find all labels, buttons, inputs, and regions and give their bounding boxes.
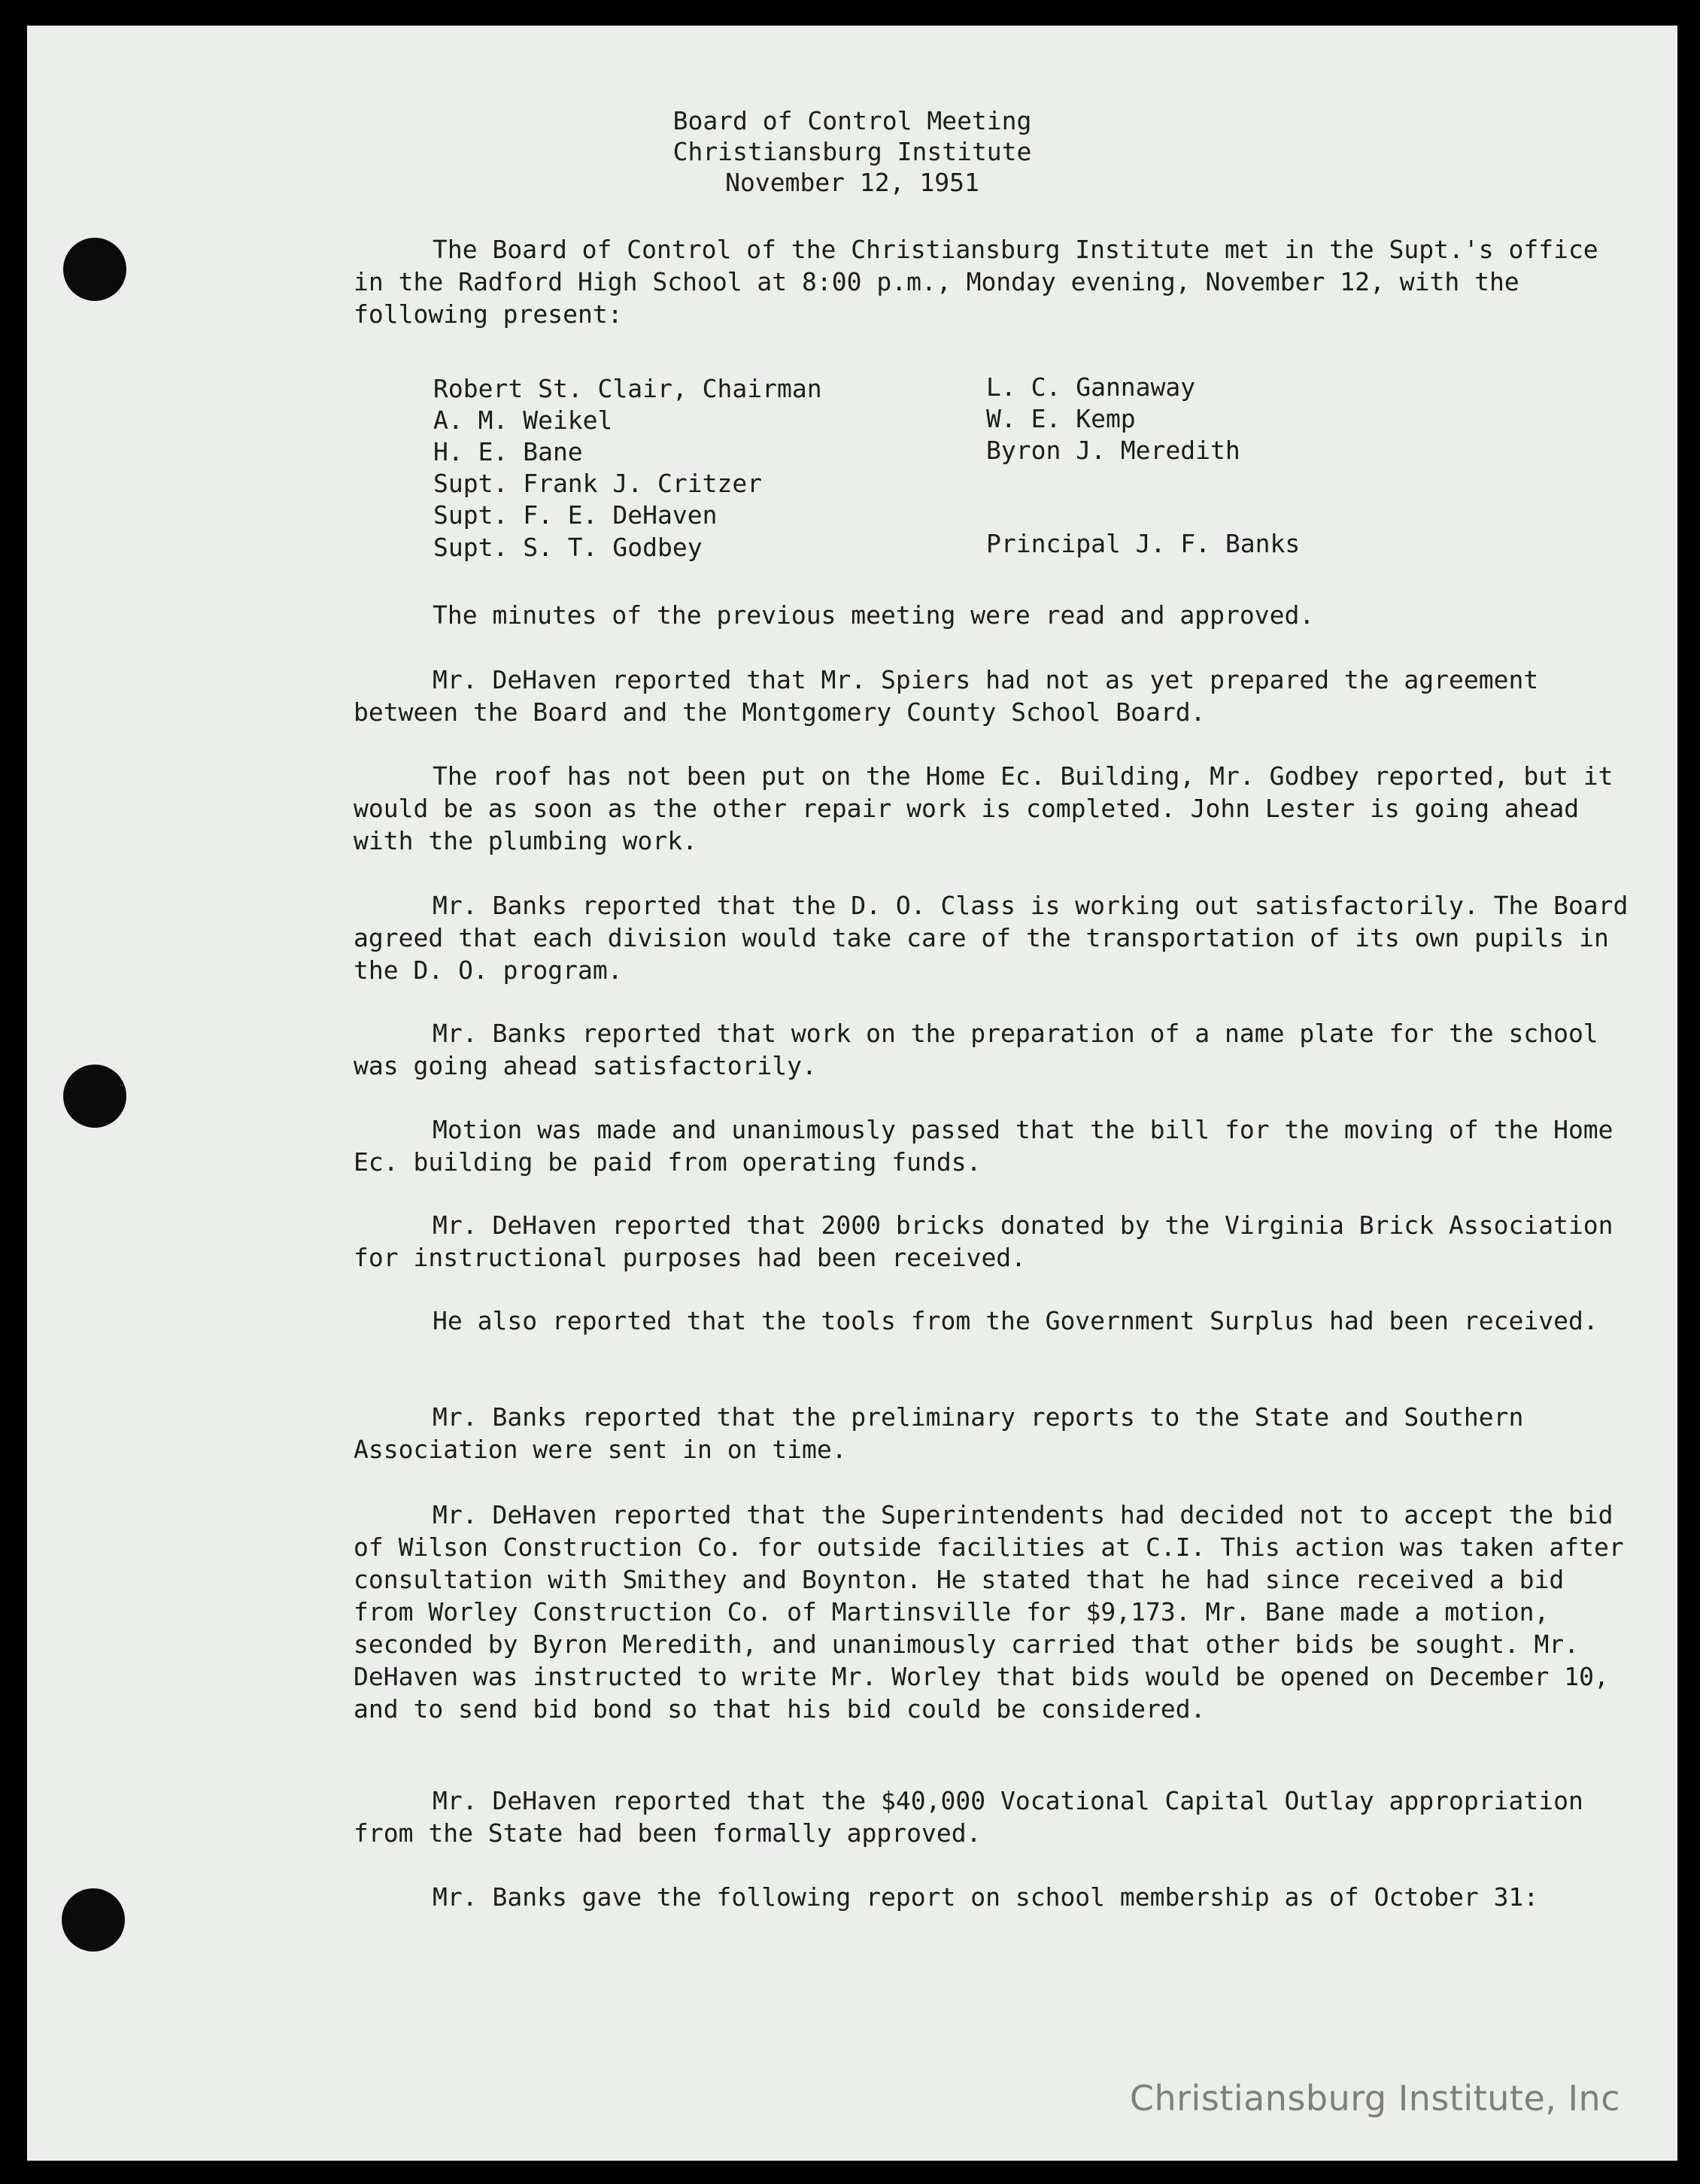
minutes-paragraph: Motion was made and unanimously passed that the bill for the moving of the Home Ec. building be paid from operating funds. [354, 1115, 1613, 1177]
attendee-left: Supt. F. E. DeHaven [433, 500, 718, 530]
minutes-paragraph: Mr. DeHaven reported that 2000 bricks donated by the Virginia Brick Association for instructional purposes had been received. [354, 1210, 1613, 1272]
meeting-title: Board of Control Meeting [672, 106, 1032, 135]
document-page [27, 26, 1677, 2161]
attendee-right: W. E. Kemp [986, 404, 1136, 433]
watermark: Christiansburg Institute, Inc [1129, 2078, 1620, 2119]
meeting-date: November 12, 1951 [725, 168, 979, 197]
minutes-paragraph: Mr. DeHaven reported that Mr. Spiers had not as yet prepared the agreement between the Board and the Montgomery County School Board. [354, 665, 1539, 727]
attendee-left: Supt. Frank J. Critzer [433, 469, 763, 498]
punch-hole-bottom [62, 1888, 125, 1952]
punch-hole-top [63, 238, 126, 301]
document-header [27, 105, 1677, 198]
punch-hole-middle [63, 1065, 126, 1128]
minutes-paragraph: Mr. DeHaven reported that the Superintendents had decided not to accept the bid of Wilson Construction Co. for outside facilities at C.I. This action was taken after consultation with Smithey and Boynton. He stated that he had since received a bid from Worley Construction Co. of Martinsville for $9,173. Mr. Bane made a motion, seconded by Byron Meredith, and unanimously carried that other bids be sought. Mr. DeHaven was instructed to write Mr. Worley that bids would be opened on December 10, and to send bid bond so that his bid could be considered. [354, 1500, 1624, 1724]
minutes-paragraph: Mr. Banks gave the following report on school membership as of October 31: [433, 1882, 1539, 1912]
minutes-paragraph: Mr. DeHaven reported that the $40,000 Vocational Capital Outlay appropriation from the State had been formally approved. [354, 1786, 1583, 1848]
minutes-paragraph: Mr. Banks reported that work on the preparation of a name plate for the school was going ahead satisfactorily. [354, 1019, 1598, 1080]
attendee-left: Robert St. Clair, Chairman [433, 374, 822, 403]
attendee-principal: Principal J. F. Banks [986, 529, 1301, 558]
attendee-right: Byron J. Meredith [986, 436, 1240, 465]
attendee-left: A. M. Weikel [433, 406, 613, 435]
attendee-left: H. E. Bane [433, 437, 583, 466]
attendee-left: Supt. S. T. Godbey [433, 533, 703, 562]
minutes-paragraph: Mr. Banks reported that the preliminary reports to the State and Southern Association were sent in on time. [354, 1402, 1524, 1464]
minutes-paragraph: The minutes of the previous meeting were read and approved. [433, 600, 1315, 630]
institution-name: Christiansburg Institute [672, 137, 1032, 166]
minutes-paragraph: The roof has not been put on the Home Ec. Building, Mr. Godbey reported, but it would be as soon as the other repair work is completed. John Lester is going ahead with the plumbing work. [354, 761, 1613, 855]
intro-paragraph: The Board of Control of the Christiansburg Institute met in the Supt.'s office in the Radford High School at 8:00 p.m., Monday evening, November 12, with the following present: [354, 235, 1598, 329]
minutes-paragraph: He also reported that the tools from the Government Surplus had been received. [433, 1306, 1598, 1335]
minutes-paragraph: Mr. Banks reported that the D. O. Class is working out satisfactorily. The Board agreed that each division would take care of the transportation of its own pupils in the D. O. program. [354, 891, 1629, 985]
attendee-right: L. C. Gannaway [986, 372, 1196, 402]
